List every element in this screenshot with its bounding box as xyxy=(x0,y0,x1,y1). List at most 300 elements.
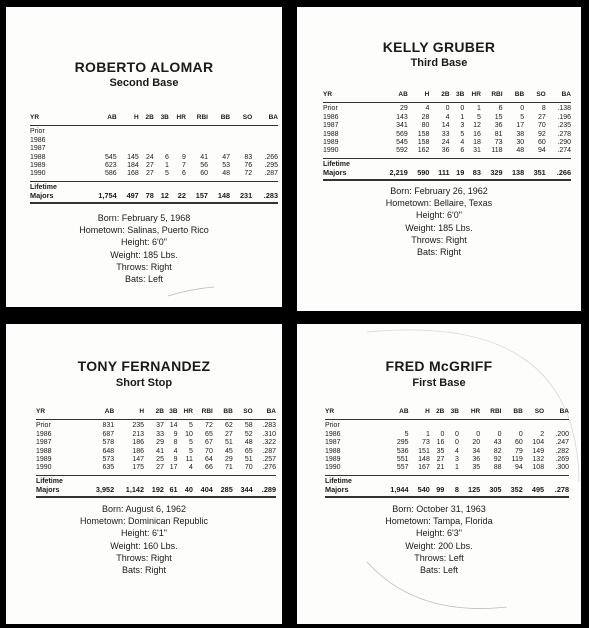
stats-header-cell: SO xyxy=(524,91,546,103)
stats-cell xyxy=(169,137,186,145)
stats-header-cell: AB xyxy=(377,408,409,420)
stats-cell xyxy=(154,137,169,145)
stats-cell: 6 xyxy=(164,153,169,161)
bio-weight: Weight: 160 Lbs. xyxy=(110,540,178,551)
stats-row xyxy=(323,103,571,114)
stats-cell: 92 xyxy=(537,130,546,138)
stats-cell: 147 xyxy=(132,456,145,464)
stats-cell: 30 xyxy=(516,139,525,147)
stats-cell: Prior xyxy=(30,128,45,136)
majors-cell: 138 xyxy=(503,169,525,179)
majors-cell: 351 xyxy=(524,169,546,179)
stats-cell: 73 xyxy=(422,439,430,447)
stats-cell: 1986 xyxy=(325,430,341,438)
stats-cell: 10 xyxy=(185,430,193,438)
stats-header-row xyxy=(323,91,571,103)
stats-cell: 5 xyxy=(154,170,169,181)
stats-cell: 25 xyxy=(156,456,164,464)
majors-cell: .278 xyxy=(544,486,569,496)
stats-cell: .247 xyxy=(555,439,569,447)
stats-cell: 1987 xyxy=(30,145,46,153)
stats-cell xyxy=(186,145,208,153)
majors-cell: 83 xyxy=(464,169,481,179)
stats-cell xyxy=(377,420,409,431)
stats-cell: 81 xyxy=(494,130,503,138)
stats-cell: 27 xyxy=(146,162,154,170)
stats-header-cell: SO xyxy=(233,408,253,420)
bio-hometown: Hometown: Salinas, Puerto Rico xyxy=(79,225,209,236)
stats-cell: 27 xyxy=(537,113,546,121)
bio-born: Born: October 31, 1963 xyxy=(392,504,486,514)
stats-cell: Prior xyxy=(36,422,51,430)
stats-cell xyxy=(117,126,139,137)
stats-cell xyxy=(169,126,186,137)
stats-header-row xyxy=(36,408,276,420)
stats-cell: .290 xyxy=(557,139,571,147)
stats-table xyxy=(30,114,278,204)
stats-row xyxy=(325,464,569,475)
stats-cell: 145 xyxy=(127,153,139,161)
majors-cell: 8 xyxy=(444,486,459,496)
stats-cell: 67 xyxy=(205,439,213,447)
stats-header-cell: HR xyxy=(464,91,481,103)
stats-header-cell: H xyxy=(408,91,430,103)
stats-cell: 1988 xyxy=(30,153,46,161)
bio-throws: Throws: Right xyxy=(411,234,467,245)
stats-cell: 184 xyxy=(127,162,139,170)
bio-born: Born: August 6, 1962 xyxy=(101,504,187,514)
stats-header-row xyxy=(30,114,278,126)
stats-cell xyxy=(84,126,117,137)
stats-row xyxy=(30,137,278,145)
stats-row xyxy=(30,126,278,137)
majors-cell: 192 xyxy=(144,486,164,496)
stats-cell: 45 xyxy=(224,447,233,455)
lifetime-majors-row xyxy=(325,486,569,496)
stats-cell: 1989 xyxy=(325,456,341,464)
majors-cell: 590 xyxy=(408,169,430,179)
stats-cell: 94 xyxy=(502,464,523,475)
majors-cell: 540 xyxy=(409,486,430,496)
stats-cell: 51 xyxy=(224,439,233,447)
bio-height: Height: 6'0" xyxy=(416,210,462,221)
bio-bats: Bats: Right xyxy=(121,565,167,576)
stats-cell: 623 xyxy=(104,162,117,170)
stats-cell: 235 xyxy=(132,422,145,430)
stats-row xyxy=(323,131,571,139)
stats-cell: 51 xyxy=(244,456,253,464)
bio-block xyxy=(297,503,581,576)
stats-cell: 0 xyxy=(460,105,465,113)
stats-cell: 132 xyxy=(532,456,545,464)
lifetime-majors-row xyxy=(36,486,276,496)
stats-cell: 21 xyxy=(430,464,445,475)
bio-throws: Throws: Left xyxy=(414,552,464,563)
stats-header-cell: YR xyxy=(30,114,84,126)
stats-cell: 47 xyxy=(222,153,231,161)
bio-weight: Weight: 185 Lbs. xyxy=(110,249,178,260)
stats-cell: 41 xyxy=(156,447,164,455)
stats-cell: .282 xyxy=(555,447,569,455)
stats-cell xyxy=(186,137,208,145)
stats-cell: .276 xyxy=(253,464,276,475)
lifetime-label: Lifetime xyxy=(323,160,350,168)
stats-cell: 7 xyxy=(181,162,186,170)
stats-cell: 831 xyxy=(102,422,115,430)
stats-header-cell: H xyxy=(117,114,139,126)
stats-cell: 82 xyxy=(493,447,502,455)
stats-cell: 186 xyxy=(132,447,145,455)
stats-cell: 24 xyxy=(441,139,450,147)
stats-cell: 70 xyxy=(205,447,213,455)
stats-cell: 573 xyxy=(102,456,115,464)
majors-cell: 111 xyxy=(429,169,449,179)
bio-height: Height: 6'0" xyxy=(121,237,167,248)
stats-cell xyxy=(502,420,523,431)
stats-cell: 0 xyxy=(518,430,523,438)
stats-row xyxy=(30,154,278,162)
player-card-tony-fernandez xyxy=(6,324,282,624)
stats-cell: 62 xyxy=(224,422,233,430)
stats-cell: 16 xyxy=(473,130,481,138)
stats-row xyxy=(36,439,276,447)
stats-row xyxy=(325,420,569,431)
stats-cell: 1 xyxy=(477,105,481,113)
stats-cell: 1988 xyxy=(325,447,341,455)
stats-cell: 72 xyxy=(205,422,213,430)
stats-cell: 4 xyxy=(460,139,465,147)
stats-header-cell: 2B xyxy=(429,91,449,103)
stats-cell: 60 xyxy=(537,139,546,147)
stats-row xyxy=(36,464,276,475)
stats-cell: 557 xyxy=(377,464,409,475)
stats-header-cell: AB xyxy=(84,408,114,420)
stats-header-cell: RBI xyxy=(186,114,208,126)
stats-cell: 41 xyxy=(200,153,208,161)
majors-cell: 1,142 xyxy=(114,486,144,496)
stats-cell: .287 xyxy=(262,447,276,455)
stats-cell: .266 xyxy=(264,153,278,161)
bio-weight: Weight: 200 Lbs. xyxy=(405,540,473,551)
stats-header-cell: BA xyxy=(252,114,278,126)
majors-cell: 495 xyxy=(523,486,544,496)
stats-row xyxy=(323,122,571,130)
stats-cell: 295 xyxy=(396,439,409,447)
stats-cell: 1989 xyxy=(323,139,339,147)
stats-cell: 1987 xyxy=(323,122,339,130)
stats-cell: 11 xyxy=(185,456,193,464)
stats-cell: 27 xyxy=(139,170,154,181)
stats-cell: 27 xyxy=(436,456,445,464)
stats-header-cell: HR xyxy=(178,408,193,420)
stats-cell: 4 xyxy=(425,105,430,113)
stats-cell: 70 xyxy=(233,464,253,475)
stats-cell: 1987 xyxy=(325,439,341,447)
stats-cell: 12 xyxy=(473,122,481,130)
stats-cell: 0 xyxy=(440,430,445,438)
stats-cell: .287 xyxy=(252,170,278,181)
player-position: Third Base xyxy=(410,57,468,69)
stats-cell: 4 xyxy=(455,447,459,455)
lifetime-label: Lifetime xyxy=(36,477,63,485)
stats-cell: 94 xyxy=(524,147,546,158)
stats-cell: 20 xyxy=(472,439,481,447)
stats-cell: 1986 xyxy=(323,113,339,121)
stats-cell: .200 xyxy=(555,430,569,438)
stats-cell xyxy=(154,145,169,153)
stats-cell: 9 xyxy=(173,430,178,438)
stats-cell xyxy=(252,137,278,145)
stats-cell xyxy=(117,137,139,145)
stats-header-cell: RBI xyxy=(481,91,503,103)
stats-cell: .300 xyxy=(544,464,569,475)
stats-cell xyxy=(169,145,186,153)
stats-cell: 80 xyxy=(421,122,430,130)
stats-header-cell: 2B xyxy=(430,408,445,420)
stats-cell: .295 xyxy=(264,162,278,170)
stats-header-cell: AB xyxy=(84,114,117,126)
stats-table xyxy=(36,408,276,498)
stats-cell: 66 xyxy=(193,464,213,475)
stats-cell: 5 xyxy=(477,113,481,121)
stats-cell: 148 xyxy=(418,456,430,464)
stats-cell: 36 xyxy=(494,122,503,130)
stats-cell: 24 xyxy=(146,153,154,161)
majors-cell: 231 xyxy=(230,192,252,202)
stats-cell: 168 xyxy=(117,170,139,181)
stats-cell: 8 xyxy=(173,439,178,447)
stats-cell: 28 xyxy=(421,113,430,121)
stats-cell: 17 xyxy=(516,122,525,130)
stats-row xyxy=(30,170,278,181)
stats-header-cell: RBI xyxy=(193,408,213,420)
bio-bats: Bats: Left xyxy=(419,565,459,576)
stats-cell: 175 xyxy=(114,464,144,475)
stats-cell: 8 xyxy=(541,105,546,113)
stats-cell xyxy=(230,137,252,145)
stats-row xyxy=(30,145,278,153)
bio-born: Born: February 26, 1962 xyxy=(390,186,488,196)
bio-throws: Throws: Right xyxy=(116,552,172,563)
majors-cell: Majors xyxy=(36,486,84,496)
stats-cell: Prior xyxy=(323,105,338,113)
stats-header-cell: H xyxy=(409,408,430,420)
stats-cell: 149 xyxy=(532,447,545,455)
player-name: KELLY GRUBER xyxy=(382,39,496,55)
stats-cell: 65 xyxy=(244,447,253,455)
stats-header-cell: YR xyxy=(325,408,377,420)
stats-cell: 5 xyxy=(189,447,193,455)
majors-cell: 78 xyxy=(139,192,154,202)
stats-cell: 592 xyxy=(375,147,407,158)
stats-cell: 73 xyxy=(494,139,503,147)
stats-cell: 4 xyxy=(445,113,450,121)
lifetime-majors-row xyxy=(30,192,278,202)
majors-cell: 61 xyxy=(164,486,178,496)
majors-cell: .283 xyxy=(252,192,278,202)
majors-cell: 12 xyxy=(154,192,169,202)
stats-cell: 29 xyxy=(224,456,233,464)
majors-cell: .289 xyxy=(253,486,276,496)
stats-cell: 76 xyxy=(244,162,253,170)
stats-header-cell: SO xyxy=(230,114,252,126)
stats-cell xyxy=(208,145,230,153)
stats-cell: 158 xyxy=(417,139,430,147)
stats-cell: 104 xyxy=(532,439,545,447)
stats-header-cell: 3B xyxy=(164,408,178,420)
stats-header-cell: 3B xyxy=(444,408,459,420)
stats-cell xyxy=(459,420,480,431)
stats-cell xyxy=(252,126,278,137)
stats-cell xyxy=(139,145,154,153)
stats-cell: 27 xyxy=(144,464,164,475)
stats-cell: 58 xyxy=(244,422,253,430)
bio-weight: Weight: 185 Lbs. xyxy=(405,222,473,233)
bio-bats: Bats: Right xyxy=(416,247,462,258)
stats-row xyxy=(325,456,569,464)
stats-cell: 1989 xyxy=(36,456,52,464)
player-name: FRED McGRIFF xyxy=(385,358,493,374)
stats-cell: .269 xyxy=(555,456,569,464)
bio-hometown: Hometown: Dominican Republic xyxy=(79,516,209,527)
stats-row xyxy=(323,114,571,122)
stats-cell xyxy=(444,420,459,431)
stats-cell: 9 xyxy=(181,153,186,161)
stats-row xyxy=(325,431,569,439)
majors-cell: 3,952 xyxy=(84,486,114,496)
stats-cell: .138 xyxy=(557,105,571,113)
stats-cell: 56 xyxy=(200,162,208,170)
stats-cell: 48 xyxy=(208,170,230,181)
stats-cell: 1988 xyxy=(323,130,339,138)
player-position: Short Stop xyxy=(115,377,173,389)
stats-cell: 6 xyxy=(498,105,503,113)
player-position: Second Base xyxy=(109,77,179,89)
majors-cell: 148 xyxy=(208,192,230,202)
majors-cell: 40 xyxy=(178,486,193,496)
majors-cell: 19 xyxy=(450,169,465,179)
stats-cell: 36 xyxy=(472,456,481,464)
stats-row xyxy=(36,431,276,439)
stats-cell: 71 xyxy=(213,464,233,475)
stats-cell: 167 xyxy=(409,464,430,475)
stats-cell: 1990 xyxy=(325,464,377,475)
majors-cell: 1,754 xyxy=(84,192,117,202)
stats-cell: 29 xyxy=(156,439,164,447)
stats-header-cell: 3B xyxy=(154,114,169,126)
stats-cell: 48 xyxy=(244,439,253,447)
player-card-roberto-alomar xyxy=(6,7,282,307)
stats-row xyxy=(325,439,569,447)
stats-cell: 43 xyxy=(493,439,502,447)
stats-row xyxy=(30,162,278,170)
bio-throws: Throws: Right xyxy=(116,261,172,272)
stats-cell: 0 xyxy=(476,430,481,438)
stats-cell: 64 xyxy=(205,456,213,464)
stats-cell xyxy=(139,126,154,137)
stats-cell: 1986 xyxy=(30,136,46,144)
bio-block xyxy=(297,185,581,258)
stats-cell: 186 xyxy=(132,439,145,447)
majors-cell: Majors xyxy=(30,192,84,202)
stats-cell: 2 xyxy=(540,430,545,438)
stats-cell: 551 xyxy=(396,456,409,464)
stats-cell: 143 xyxy=(396,113,408,121)
stats-cell: 83 xyxy=(244,153,253,161)
stats-cell: Prior xyxy=(325,422,340,430)
stats-cell: 635 xyxy=(84,464,114,475)
stats-cell: 648 xyxy=(102,447,115,455)
bio-bats: Bats: Left xyxy=(124,274,164,285)
stats-cell: 0 xyxy=(445,105,450,113)
stats-row xyxy=(36,420,276,431)
stats-cell: 79 xyxy=(515,447,523,455)
stats-cell: .196 xyxy=(557,113,571,121)
stats-cell: 213 xyxy=(132,430,145,438)
majors-cell: 157 xyxy=(186,192,208,202)
stats-header-cell: BA xyxy=(544,408,569,420)
stats-cell: 341 xyxy=(396,122,408,130)
stats-cell: 27 xyxy=(224,430,233,438)
majors-cell: 285 xyxy=(213,486,233,496)
stats-header-cell: BB xyxy=(213,408,233,420)
lifetime-majors-row xyxy=(323,169,571,179)
stats-cell: 5 xyxy=(189,422,193,430)
stats-cell xyxy=(480,420,501,431)
stats-header-row xyxy=(325,408,569,420)
stats-cell: 3 xyxy=(460,122,465,130)
stats-cell xyxy=(186,126,208,137)
stats-cell xyxy=(252,145,278,153)
stats-cell: 162 xyxy=(408,147,430,158)
stats-cell: .257 xyxy=(262,456,276,464)
stats-cell: 1988 xyxy=(36,447,52,455)
bio-height: Height: 6'1" xyxy=(121,528,167,539)
stats-cell: .310 xyxy=(262,430,276,438)
stats-row xyxy=(323,139,571,147)
stats-cell: 14 xyxy=(441,122,450,130)
stats-cell: 1989 xyxy=(30,162,46,170)
stats-cell xyxy=(409,420,430,431)
stats-cell: 72 xyxy=(230,170,252,181)
stats-cell: 1990 xyxy=(30,170,84,181)
player-name: ROBERTO ALOMAR xyxy=(74,59,214,75)
stats-cell: 1 xyxy=(444,464,459,475)
stats-cell: 578 xyxy=(102,439,115,447)
majors-cell: 125 xyxy=(459,486,480,496)
stats-cell xyxy=(523,420,544,431)
stats-cell: 48 xyxy=(503,147,525,158)
stats-cell: 119 xyxy=(511,456,523,464)
stats-cell: 158 xyxy=(417,130,430,138)
stats-cell xyxy=(430,420,445,431)
stats-header-cell: BB xyxy=(503,91,525,103)
bio-block xyxy=(6,212,282,285)
player-position: First Base xyxy=(412,377,466,389)
stats-cell: 0 xyxy=(520,105,525,113)
stats-cell: 17 xyxy=(164,464,178,475)
stats-table xyxy=(323,91,571,181)
stats-cell: .283 xyxy=(262,422,276,430)
stats-cell: .235 xyxy=(557,122,571,130)
stats-cell xyxy=(84,137,117,145)
majors-cell: 99 xyxy=(430,486,445,496)
stats-cell: 18 xyxy=(473,139,481,147)
stats-cell: 35 xyxy=(436,447,445,455)
stats-cell: 1 xyxy=(460,113,465,121)
stats-header-cell: HR xyxy=(169,114,186,126)
stats-cell xyxy=(208,126,230,137)
